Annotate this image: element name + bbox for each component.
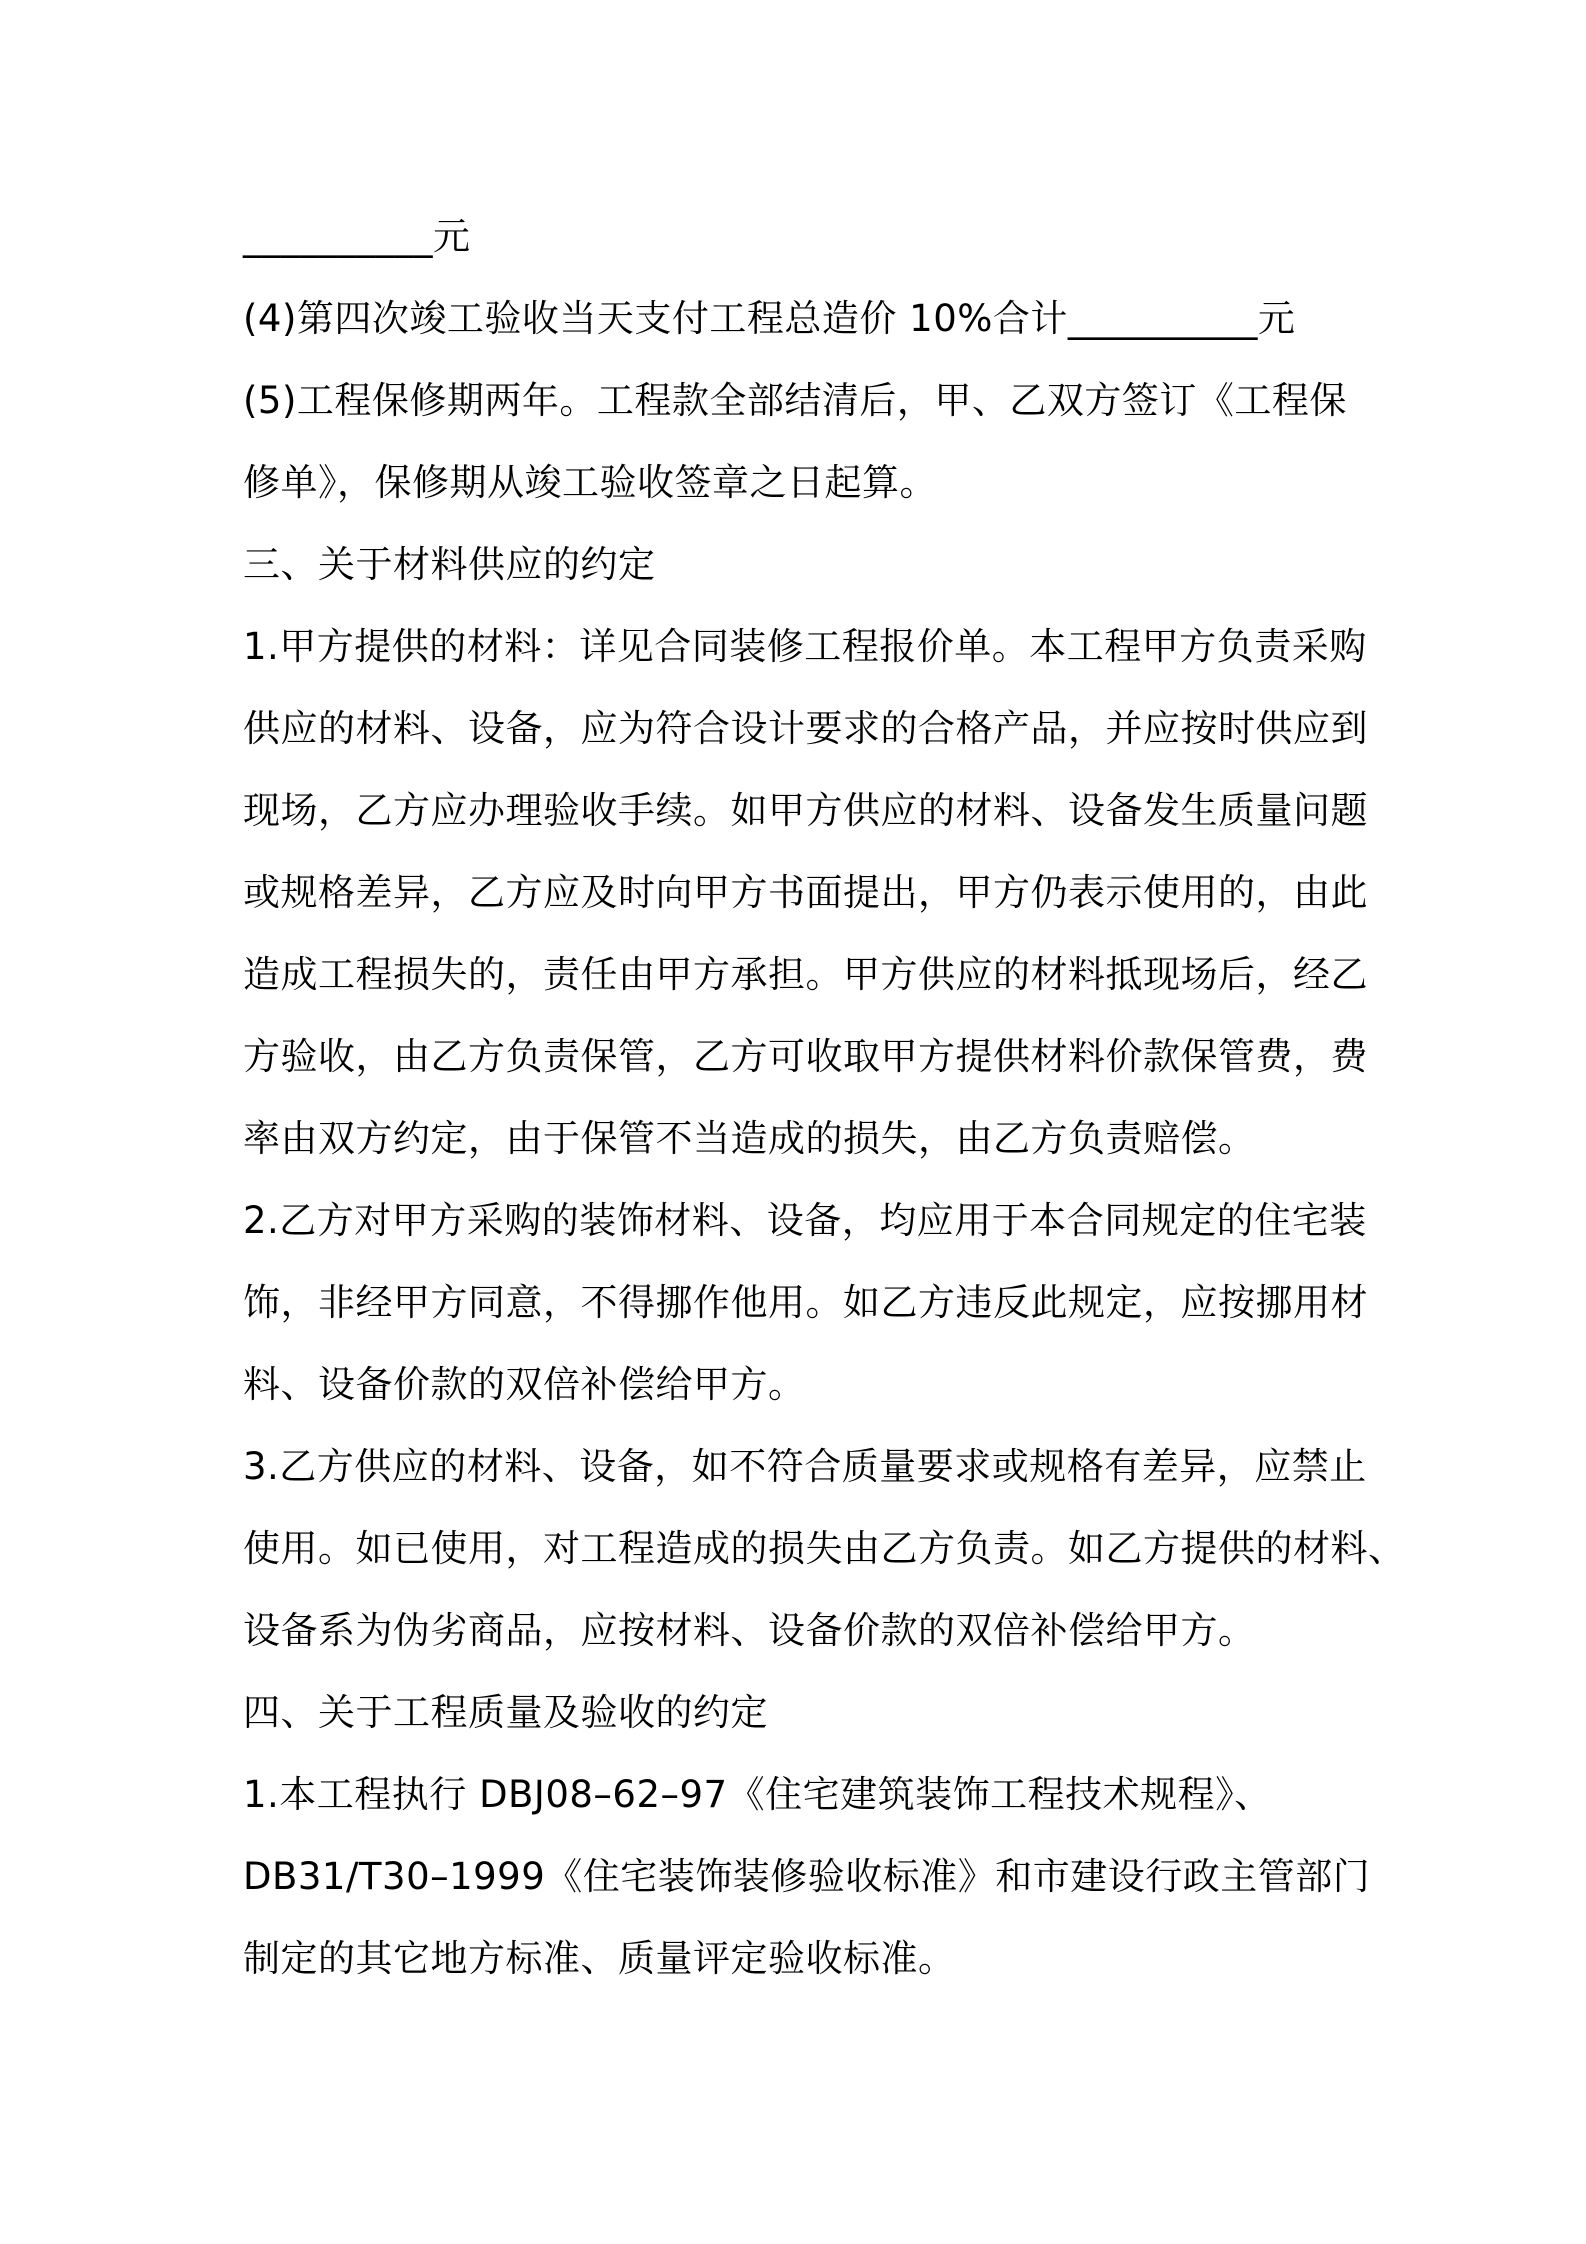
materials-clause-1-line-6: 方验收，由乙方负责保管，乙方可收取甲方提供材料价款保管费，费 bbox=[243, 1035, 1368, 1078]
section-heading-materials: 三、关于材料供应的约定 bbox=[243, 543, 656, 586]
materials-clause-1-line-1: 1.甲方提供的材料：详见合同装修工程报价单。本工程甲方负责采购 bbox=[243, 625, 1367, 668]
quality-clause-1-line-2: DB31/T30–1999《住宅装饰装修验收标准》和市建设行政主管部门 bbox=[243, 1855, 1371, 1898]
materials-clause-2-line-1: 2.乙方对甲方采购的装饰材料、设备，均应用于本合同规定的住宅装 bbox=[243, 1199, 1367, 1242]
materials-clause-1-line-2: 供应的材料、设备，应为符合设计要求的合格产品，并应按时供应到 bbox=[243, 707, 1368, 750]
section-heading-quality: 四、关于工程质量及验收的约定 bbox=[243, 1691, 768, 1734]
fourth-payment-line: (4)第四次竣工验收当天支付工程总造价 10%合计__________元 bbox=[243, 297, 1296, 340]
materials-clause-1-line-7: 率由双方约定，由于保管不当造成的损失，由乙方负责赔偿。 bbox=[243, 1117, 1256, 1160]
materials-clause-3-line-3: 设备系为伪劣商品，应按材料、设备价款的双倍补偿给甲方。 bbox=[243, 1609, 1256, 1652]
materials-clause-1-line-4: 或规格差异，乙方应及时向甲方书面提出，甲方仍表示使用的，由此 bbox=[243, 871, 1368, 914]
materials-clause-1-line-5: 造成工程损失的，责任由甲方承担。甲方供应的材料抵现场后，经乙 bbox=[243, 953, 1368, 996]
materials-clause-3-line-1: 3.乙方供应的材料、设备，如不符合质量要求或规格有差异，应禁止 bbox=[243, 1445, 1367, 1488]
materials-clause-2-line-3: 料、设备价款的双倍补偿给甲方。 bbox=[243, 1363, 806, 1406]
quality-clause-1-line-1: 1.本工程执行 DBJ08–62–97《住宅建筑装饰工程技术规程》、 bbox=[243, 1773, 1272, 1816]
materials-clause-2-line-2: 饰，非经甲方同意，不得挪作他用。如乙方违反此规定，应按挪用材 bbox=[243, 1281, 1368, 1324]
materials-clause-3-line-2: 使用。如已使用，对工程造成的损失由乙方负责。如乙方提供的材料、 bbox=[243, 1527, 1406, 1570]
payment-amount-line: __________元 bbox=[243, 215, 471, 258]
warranty-line-2: 修单》，保修期从竣工验收签章之日起算。 bbox=[243, 461, 937, 504]
materials-clause-1-line-3: 现场，乙方应办理验收手续。如甲方供应的材料、设备发生质量问题 bbox=[243, 789, 1368, 832]
quality-clause-1-line-3: 制定的其它地方标准、质量评定验收标准。 bbox=[243, 1937, 956, 1980]
warranty-line-1: (5)工程保修期两年。工程款全部结清后，甲、乙双方签订《工程保 bbox=[243, 379, 1347, 422]
document-body bbox=[243, 196, 1406, 2000]
